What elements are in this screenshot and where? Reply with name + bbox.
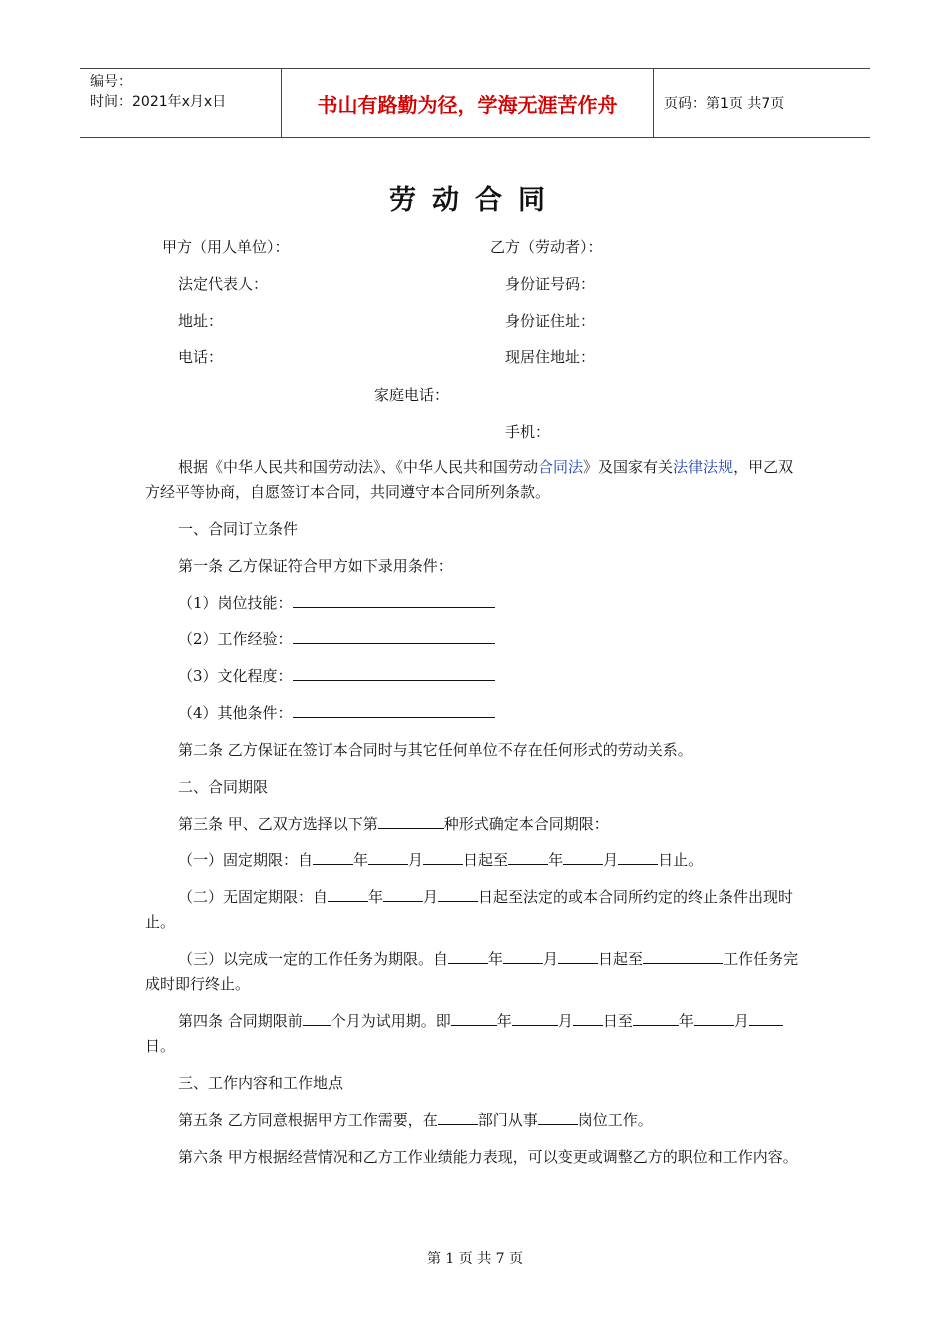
intro-text-3: ，甲乙双方经平等协商，自愿签订本合同，共同遵守本合同所列条款。 xyxy=(145,458,794,501)
section-2-heading: 二、合同期限 xyxy=(178,778,269,796)
current-address-label: 现居住地址： xyxy=(505,348,596,366)
task-start-year[interactable] xyxy=(448,948,488,964)
task-start-month[interactable] xyxy=(503,948,543,964)
article-5: 第五条 乙方同意根据甲方工作需要，在 部门从事 岗位工作。 xyxy=(178,1111,653,1129)
address-label: 地址： xyxy=(178,312,224,330)
task-start-day[interactable] xyxy=(558,948,598,964)
form-choice-blank[interactable] xyxy=(378,813,444,829)
probation-end-year[interactable] xyxy=(633,1010,679,1026)
id-number-label: 身份证号码： xyxy=(505,275,596,293)
fixed-start-year[interactable] xyxy=(313,849,353,865)
party-a-label: 甲方（用人单位）： xyxy=(162,238,290,256)
fixed-end-day[interactable] xyxy=(618,849,658,865)
intro-paragraph xyxy=(145,455,805,505)
other-blank[interactable] xyxy=(293,702,495,718)
article-2: 第二条 乙方保证在签订本合同时与其它任何单位不存在任何形式的劳动关系。 xyxy=(178,741,693,759)
unfixed-start-day[interactable] xyxy=(438,886,478,902)
mobile-label: 手机： xyxy=(505,423,551,441)
unfixed-start-year[interactable] xyxy=(328,886,368,902)
header-meta xyxy=(80,69,282,137)
section-3-heading: 三、工作内容和工作地点 xyxy=(178,1074,344,1092)
legal-representative-label: 法定代表人： xyxy=(178,275,269,293)
fixed-end-year[interactable] xyxy=(508,849,548,865)
header-page-number: 页码：第1页 共7页 xyxy=(664,96,785,112)
probation-end-month[interactable] xyxy=(694,1010,734,1026)
fixed-start-day[interactable] xyxy=(423,849,463,865)
condition-other: （4）其他条件： xyxy=(178,702,495,723)
section-1-heading: 一、合同订立条件 xyxy=(178,520,299,538)
party-b-label: 乙方（劳动者）： xyxy=(490,238,603,256)
experience-blank[interactable] xyxy=(293,628,495,644)
education-blank[interactable] xyxy=(293,665,495,681)
unfixed-term: （二）无固定期限：自 年 月 日起至法定的或本合同所约定的终止条件出现时止。 xyxy=(145,888,794,931)
contract-law-link[interactable]: 合同法 xyxy=(538,458,584,476)
fixed-term: （一）固定期限：自 年 月 日起至 年 月 日止。 xyxy=(178,851,704,869)
page-header xyxy=(80,68,870,138)
home-phone-label: 家庭电话： xyxy=(374,386,450,404)
department-blank[interactable] xyxy=(438,1109,478,1125)
condition-experience: （2）工作经验： xyxy=(178,628,495,649)
article-3: 第三条 甲、乙双方选择以下第 种形式确定本合同期限： xyxy=(178,815,609,833)
article-6: 第六条 甲方根据经营情况和乙方工作业绩能力表现，可以变更或调整乙方的职位和工作内容。 xyxy=(178,1148,798,1166)
unfixed-start-month[interactable] xyxy=(383,886,423,902)
intro-text-2: 》及国家有关 xyxy=(583,458,674,476)
document-title: 劳动合同 xyxy=(389,185,561,216)
intro-text-1: 根据《中华人民共和国劳动法》、《中华人民共和国劳动 xyxy=(178,458,539,476)
position-blank[interactable] xyxy=(538,1109,578,1125)
condition-education: （3）文化程度： xyxy=(178,665,495,686)
article-4: 第四条 合同期限前 个月为试用期。即 年 月 日至 年 月日。 xyxy=(145,1009,805,1059)
fixed-end-month[interactable] xyxy=(563,849,603,865)
document-date: 时间：2021年x月x日 xyxy=(90,94,227,110)
task-term: （三）以完成一定的工作任务为期限。自 年 月 日起至 工作任务完成时即行终止。 xyxy=(145,950,799,993)
probation-start-month[interactable] xyxy=(512,1010,558,1026)
task-end-blank[interactable] xyxy=(643,948,723,964)
id-address-label: 身份证住址： xyxy=(505,312,596,330)
skill-blank[interactable] xyxy=(293,592,495,608)
fixed-start-month[interactable] xyxy=(368,849,408,865)
article-1: 第一条 乙方保证符合甲方如下录用条件： xyxy=(178,557,453,575)
probation-start-day[interactable] xyxy=(573,1010,603,1026)
header-motto: 书山有路勤为径，学海无涯苦作舟 xyxy=(282,69,654,137)
condition-skill: （1）岗位技能： xyxy=(178,592,495,613)
probation-start-year[interactable] xyxy=(451,1010,497,1026)
probation-end-day[interactable] xyxy=(749,1010,783,1026)
laws-link[interactable]: 法律法规 xyxy=(673,458,734,476)
probation-months-blank[interactable] xyxy=(303,1010,331,1026)
phone-label: 电话： xyxy=(178,348,224,366)
page-footer: 第 1 页 共 7 页 xyxy=(426,1251,524,1267)
document-number: 编号： xyxy=(90,74,132,90)
